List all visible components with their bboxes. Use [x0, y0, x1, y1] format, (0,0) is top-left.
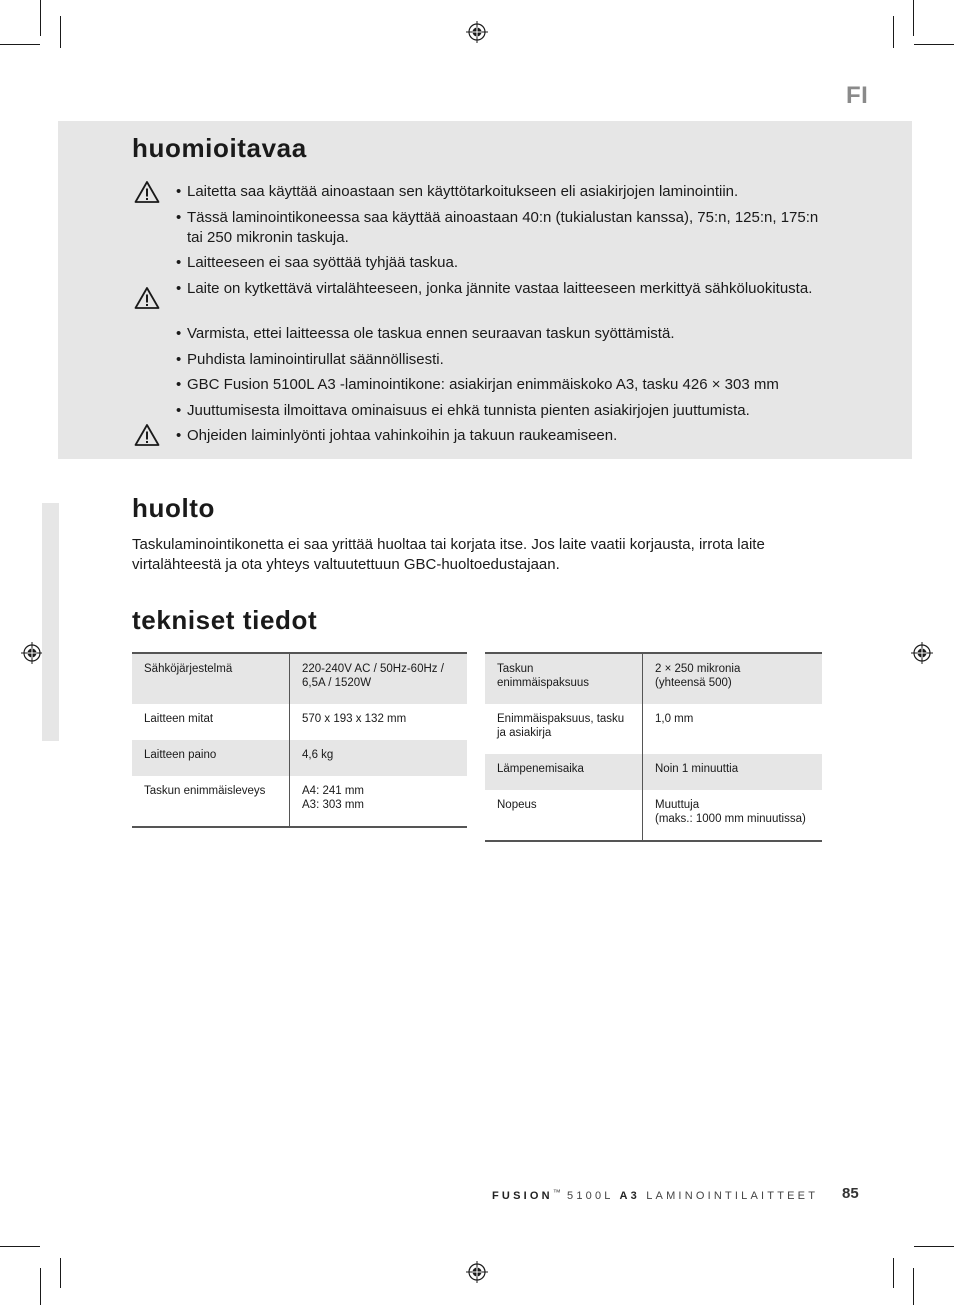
page-number: 85 — [842, 1185, 859, 1202]
warning-triangle-icon — [134, 180, 160, 204]
footer-trademark: ™ — [552, 1188, 561, 1197]
footer-brand: FUSION — [492, 1190, 553, 1202]
footer-product: LAMINOINTILAITTEET — [646, 1190, 819, 1202]
side-tab-bar — [42, 503, 59, 741]
crop-mark — [893, 1258, 894, 1288]
spec-label: Laitteen paino — [132, 740, 290, 776]
spec-table-right — [485, 652, 822, 842]
footer-product-line — [492, 1188, 818, 1202]
notice-item: • Laitteeseen ei saa syöttää tyhjää taskua. — [176, 254, 459, 271]
service-heading: huolto — [132, 493, 216, 523]
registration-mark-icon — [911, 642, 933, 664]
spec-label: Enimmäispaksuus, tasku ja asiakirja — [485, 704, 643, 754]
spec-label: Lämpenemisaika — [485, 754, 643, 790]
spec-value: 4,6 kg — [290, 740, 468, 776]
spec-label: Sähköjärjestelmä — [132, 653, 290, 704]
footer-size: A3 — [619, 1190, 640, 1202]
notice-item: • Juuttumisesta ilmoittava ominaisuus ei ehkä tunnista pienten asiakirjojen juuttumista. — [176, 402, 750, 419]
registration-mark-icon — [21, 642, 43, 664]
notice-item: • Laitetta saa käyttää ainoastaan sen käyttötarkoitukseen eli asiakirjojen laminointiin. — [176, 183, 739, 200]
warning-triangle-icon — [134, 286, 160, 310]
bullet-dot: • — [176, 376, 182, 393]
notice-item: • Tässä laminointikoneessa saa käyttää ainoastaan 40:n (tukialustan kanssa), 75:n, 125:n, 175:n tai 250 mikronin taskuja. — [176, 209, 819, 246]
notice-item: • Puhdista laminointirullat säännöllisesti. — [176, 351, 444, 368]
bullet-dot: • — [176, 427, 182, 444]
notice-heading: huomioitavaa — [132, 133, 307, 163]
crop-mark — [40, 0, 41, 36]
table-row — [132, 704, 467, 740]
table-row — [485, 754, 822, 790]
crop-mark — [913, 1268, 914, 1305]
notice-item: • Varmista, ettei laitteessa ole taskua ennen seuraavan taskun syöttämistä. — [176, 325, 675, 342]
spec-label: Taskun enimmäisleveys — [132, 776, 290, 827]
table-row — [132, 776, 467, 827]
crop-mark — [60, 1258, 61, 1288]
table-row — [485, 790, 822, 841]
crop-mark — [914, 1246, 954, 1247]
table-row — [132, 653, 467, 704]
specs-heading: tekniset tiedot — [132, 605, 318, 635]
crop-mark — [914, 44, 954, 45]
footer-model: 5100L — [567, 1190, 614, 1202]
notice-item: • Ohjeiden laiminlyönti johtaa vahinkoihin ja takuun raukeamiseen. — [176, 427, 618, 444]
table-row — [485, 653, 822, 704]
notice-item: • GBC Fusion 5100L A3 -laminointikone: asiakirjan enimmäiskoko A3, tasku 426 × 303 mm — [176, 376, 779, 393]
spec-value: A4: 241 mm A3: 303 mm — [302, 785, 364, 811]
bullet-dot: • — [176, 183, 182, 200]
crop-mark — [60, 16, 61, 48]
spec-value: Muuttuja (maks.: 1000 mm minuutissa) — [655, 799, 806, 825]
bullet-dot: • — [176, 280, 182, 297]
registration-mark-icon — [466, 21, 488, 43]
table-row — [485, 704, 822, 754]
spec-value: 1,0 mm — [655, 713, 694, 725]
table-row — [132, 740, 467, 776]
bullet-dot: • — [176, 325, 182, 342]
spec-value: 570 x 193 x 132 mm — [302, 713, 407, 725]
spec-label: Nopeus — [485, 790, 643, 841]
crop-mark — [893, 16, 894, 48]
notice-item: • Laite on kytkettävä virtalähteeseen, jonka jännite vastaa laitteeseen merkittyä sähköluokitusta. — [176, 280, 813, 297]
spec-value: 220-240V AC / 50Hz-60Hz / 6,5A / 1520W — [290, 653, 468, 704]
spec-table-left — [132, 652, 467, 828]
bullet-dot: • — [176, 351, 182, 368]
crop-mark — [913, 0, 914, 36]
registration-mark-icon — [466, 1261, 488, 1283]
spec-label: Laitteen mitat — [132, 704, 290, 740]
spec-label: Taskun enimmäispaksuus — [485, 653, 643, 704]
bullet-dot: • — [176, 254, 182, 271]
spec-value: Noin 1 minuuttia — [643, 754, 823, 790]
warning-triangle-icon — [134, 423, 160, 447]
crop-mark — [40, 1268, 41, 1305]
crop-mark — [0, 1246, 40, 1247]
spec-value: 2 × 250 mikronia (yhteensä 500) — [643, 653, 823, 704]
bullet-dot: • — [176, 402, 182, 419]
language-tag: FI — [846, 82, 869, 109]
service-paragraph: Taskulaminointikonetta ei saa yrittää huoltaa tai korjata itse. Jos laite vaatii korjausta, irrota laite virtalähteestä ja ota yhteys valtuutettuun GBC-huoltoedustajaan. — [132, 536, 765, 573]
crop-mark — [0, 44, 40, 45]
bullet-dot: • — [176, 209, 182, 226]
